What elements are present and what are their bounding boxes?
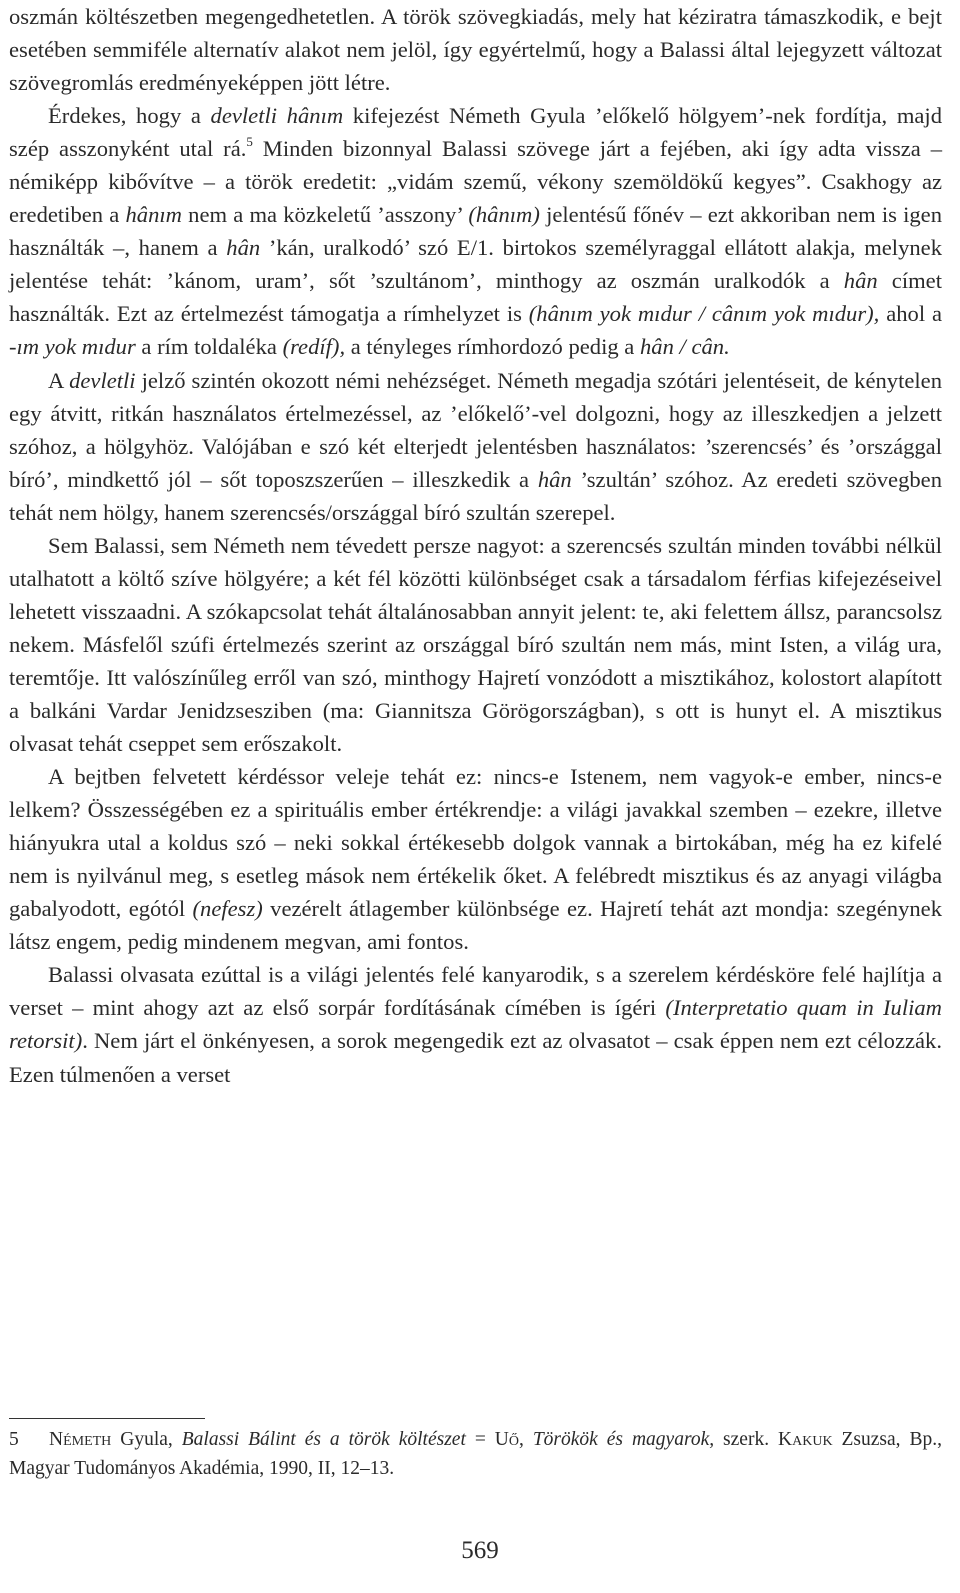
text-run: címet használták. Ezt az értelmezést támogatja a rímhelyzet is	[9, 268, 942, 327]
italic-text: hân	[226, 235, 261, 261]
text-run: nem a ma közkeletű ’asszony’	[181, 202, 469, 228]
italic-text: hân	[843, 268, 878, 294]
text-run: Gyula,	[111, 1429, 182, 1450]
text-run: oszmán költészetben megengedhetetlen. A török szövegkiadás, mely hat kéziratra támaszkodik, e bejt esetében semmiféle alternatív alakot nem jelöl, így egyértelmű, hogy a Balassi által lejegyzett változat szövegromlás eredményeképpen jött létre.	[9, 4, 942, 96]
paragraph	[9, 760, 942, 958]
text-run: =	[465, 1429, 495, 1450]
page-body	[9, 0, 943, 1479]
italic-text: (Interpretatio quam in Iuliam retorsit)	[9, 995, 942, 1054]
italic-text: (redíf),	[282, 334, 346, 360]
text-run: Minden bizonnyal Balassi szövege járt a fejében, aki így adta vissza – némiképp kibővítve – a török eredetit: „vidám szemű, vékony szemöldökű kegyes”. Csakhogy az eredetiben a	[9, 136, 942, 228]
text-run: A	[48, 367, 70, 393]
footnote	[9, 1425, 942, 1483]
main-text	[9, 0, 942, 1091]
italic-text: devletli	[69, 367, 136, 393]
text-run: vezérelt átlagember különbsége ez. Hajretí tehát azt mondja: szegénynek látsz engem, pedig mindenem megvan, ami fontos.	[9, 896, 942, 955]
text-run: ahol a	[879, 301, 942, 327]
paragraph	[9, 529, 942, 760]
text-run: szerk.	[714, 1429, 779, 1450]
text-run: A bejtben felvetett kérdéssor veleje tehát ez: nincs-e Istenem, nem vagyok-e ember, nincs-e lelkem? Összességében ez a spirituális ember értékrendje: a világi javakkal szemben – ezekre, illetve hiányukra utal a koldus szó – neki sokkal értékesebb dolgok vannak a birtokában, még ha ez kifelé nem is nyilvánul meg, s esetleg mások nem értékelik őket. A felébredt misztikus és az anyagi világba gabalyodott, egótól	[9, 764, 942, 922]
author-name: Uő	[494, 1429, 519, 1450]
text-run: ’szultán’ szóhoz. Az eredeti szövegben tehát nem hölgy, hanem szerencsés/országgal bíró szultán szerepel.	[9, 466, 942, 525]
italic-text: (nefesz)	[192, 896, 263, 922]
italic-text: hânım	[125, 202, 182, 228]
footnote-ref: 5	[246, 133, 253, 149]
footnote-number: 5	[9, 1429, 19, 1450]
author-name: Németh	[49, 1429, 112, 1450]
italic-text: (hânım yok mıdur / cânım yok mıdur),	[528, 301, 880, 327]
text-run: Érdekes, hogy a	[48, 103, 211, 129]
footnote-text	[9, 1429, 942, 1479]
text-run: jelentésű főnév – ezt akkoriban nem is igen használták –, hanem a	[9, 202, 942, 261]
text-run: Sem Balassi, sem Németh nem tévedett persze nagyot: a szerencsés szultán minden további nélkül utalhatott a költő szíve hölgyére; a két fél közötti különbséget csak a társadalom férfias kifejezéseivel lehetett visszaadni. A szókapcsolat tehát általánosabban annyit jelent: te, aki felettem állsz, parancsolsz nekem. Másfelől szúfi értelmezés szerint az országgal bíró szultán nem más, mint Isten, a világ ura, teremtője. Itt valószínűleg erről van szó, minthogy Hajretí vonzódott a misztikához, kolostort alapított a balkáni Vardar Jenidzsesziben (ma: Giannitsza Görögországban), s ott is hunyt el. A misztikus olvasat tehát cseppet sem erőszakolt.	[9, 532, 942, 757]
text-run: a tényleges rímhordozó pedig a	[345, 334, 640, 360]
text-run: ,	[519, 1429, 533, 1450]
italic-text: (hânım)	[468, 202, 540, 228]
text-run: Zsuzsa, Bp., Magyar Tudományos Akadémia, 1990, II, 12–13.	[9, 1429, 942, 1479]
text-run: Balassi olvasata ezúttal is a világi jelentés felé kanyarodik, s a szerelem kérdésköre felé hajlítja a verset – mint ahogy azt az első sorpár fordításának címében is ígéri	[9, 962, 942, 1021]
italic-text: Balassi Bálint és a török költészet	[181, 1429, 466, 1450]
paragraph	[9, 364, 942, 529]
text-run: jelző szintén okozott némi nehézséget. Németh megadja szótári jelentéseit, de kénytelen egy átvitt, ritkán használatos értelmezéssel, az ’előkelő’-vel dolgozni, hogy az illeszkedjen a jelzett szóhoz, a hölgyhöz. Valójában e szó két elterjedt jelentésben használatos: ’szerencsés’ és ’országgal bíró’, mindkettő jól – sőt toposzszerűen – illeszkedik a	[9, 367, 943, 492]
page-number: 569	[461, 1537, 499, 1564]
text-run: . Nem járt el önkényesen, a sorok megengedik ezt az olvasatot – csak éppen nem ezt célozzák. Ezen túlmenően a verset	[9, 1028, 942, 1087]
italic-text: devletli hânım	[210, 103, 344, 129]
paragraph	[9, 99, 942, 363]
author-name: Kakuk	[778, 1429, 833, 1450]
italic-text: hân	[537, 466, 572, 492]
footnote-rule	[9, 1418, 205, 1419]
italic-text: hân / cân.	[639, 334, 730, 360]
italic-text: -ım yok mıdur	[9, 334, 136, 360]
text-run: kifejezést Németh Gyula ’előkelő hölgyem’-nek fordítja, majd szép asszonyként utal rá.	[9, 103, 943, 162]
text-run: a rím toldaléka	[135, 334, 283, 360]
paragraph	[9, 0, 942, 99]
text-run: ’kán, uralkodó’ szó E/1. birtokos személyraggal ellátott alakja, melynek jelentése tehát: ’kánom, uram’, sőt ’szultánom’, minthogy az oszmán uralkodók a	[9, 235, 942, 294]
paragraph	[9, 958, 942, 1090]
italic-text: Törökök és magyarok,	[532, 1429, 715, 1450]
